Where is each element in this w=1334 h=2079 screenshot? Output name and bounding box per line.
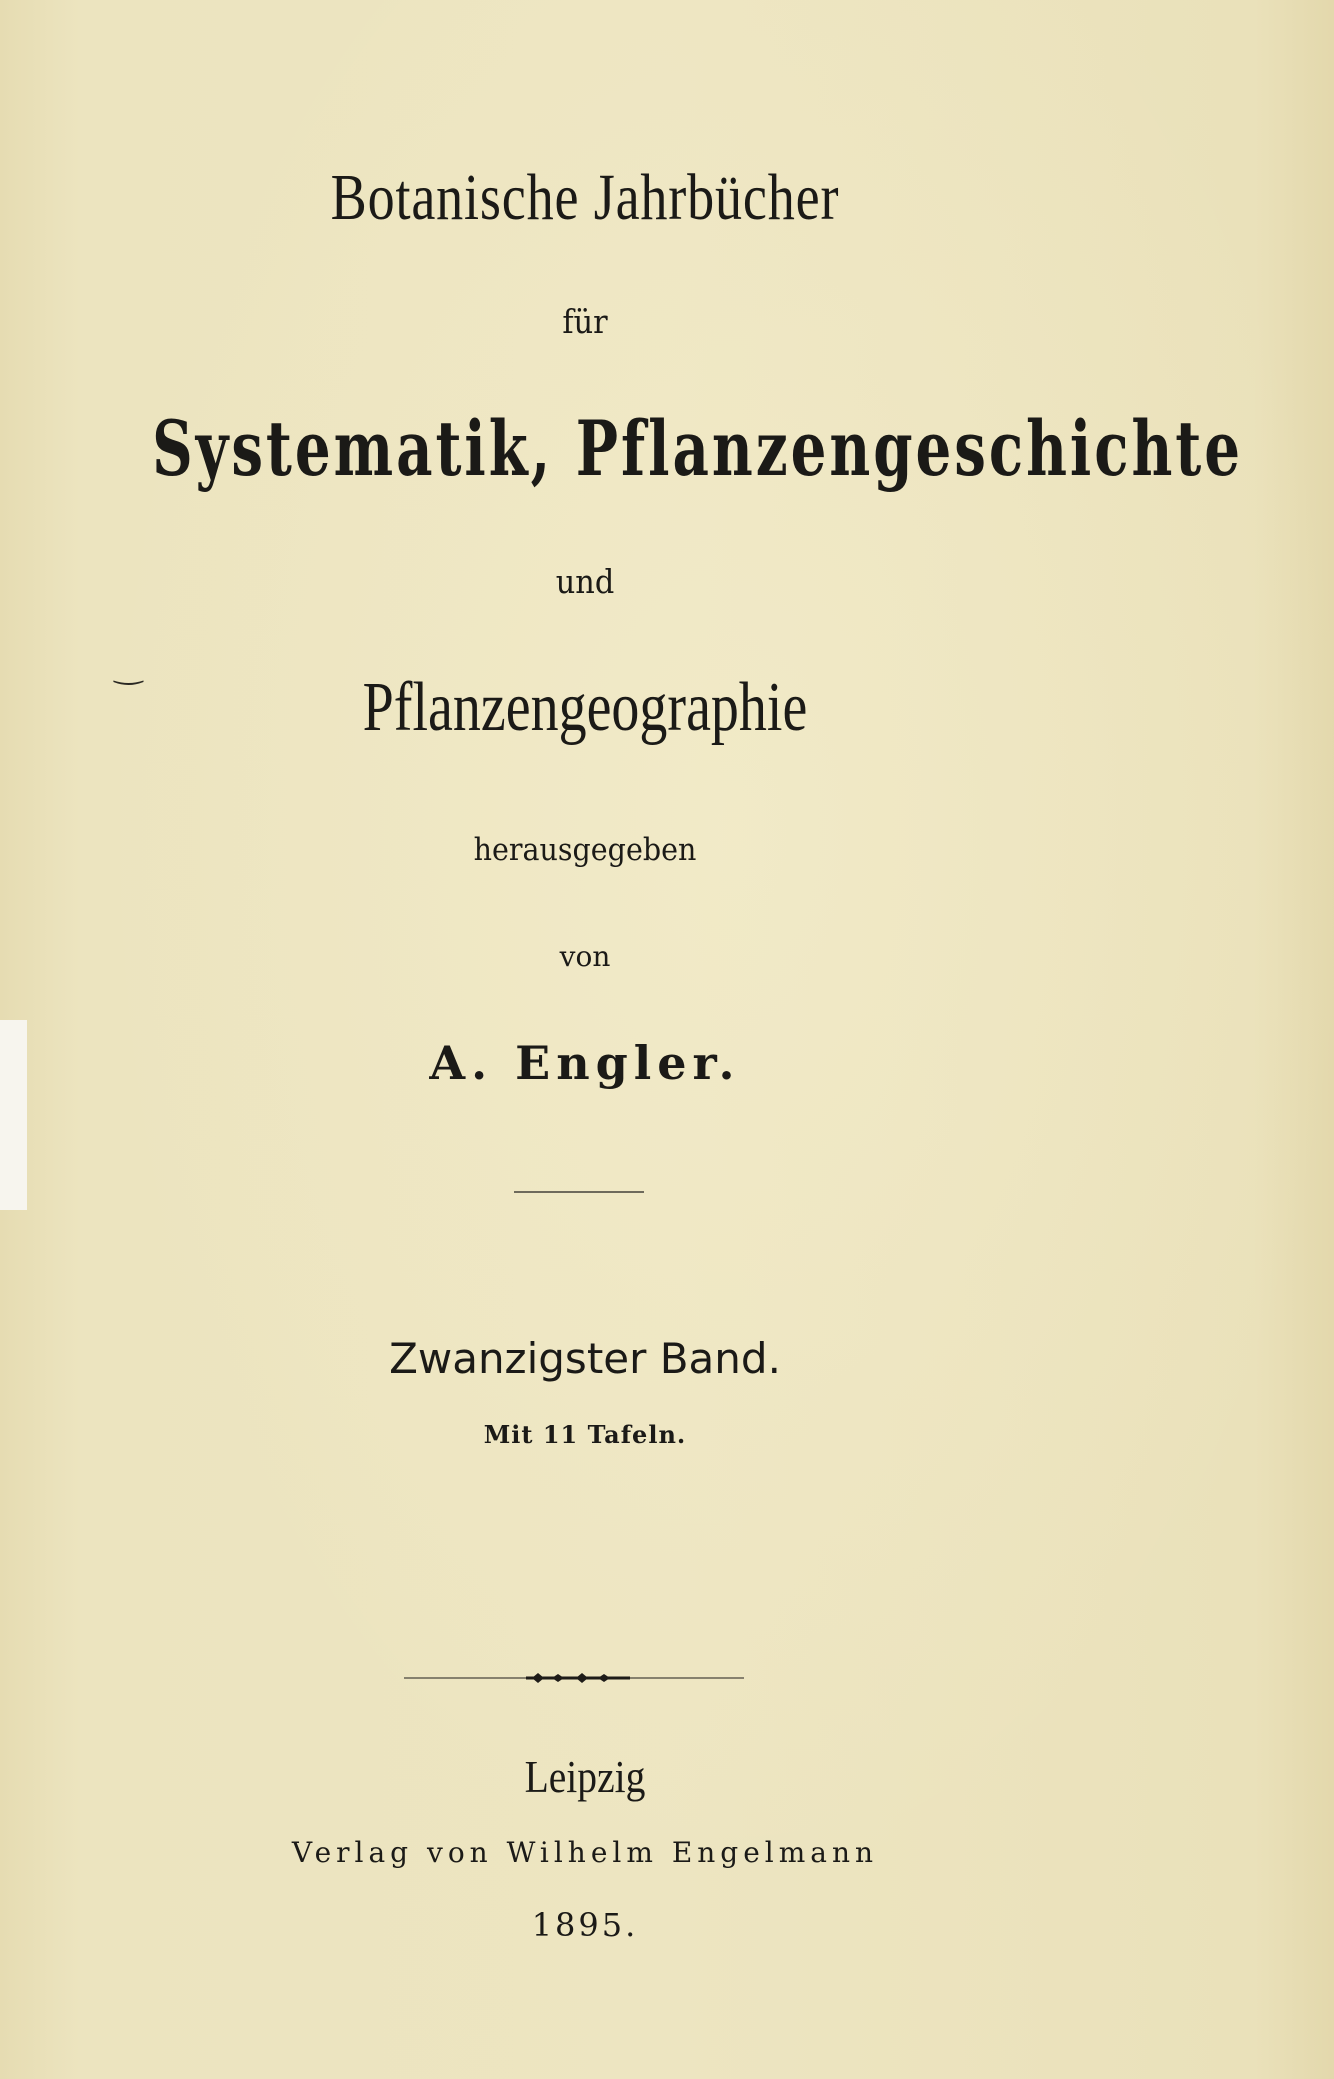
publisher-line: Verlag von Wilhelm Engelmann: [291, 1836, 879, 1869]
subject-line-2: Pflanzengeographie: [362, 669, 808, 746]
volume-label: Zwanzigster Band.: [389, 1334, 781, 1383]
editor-name: A. Engler.: [429, 1036, 741, 1090]
separator-rule: [514, 1191, 644, 1193]
title-connector-fuer: für: [562, 302, 608, 341]
book-title: Botanische Jahrbücher: [330, 161, 840, 234]
publication-place: Leipzig: [524, 1751, 646, 1802]
edited-by-label: herausgegeben: [473, 832, 697, 868]
stray-mark: ‿: [114, 656, 143, 686]
plates-label: Mit 11 Tafeln.: [483, 1420, 687, 1449]
subject-line: Systematik, Pflanzengeschichte: [152, 404, 1243, 493]
von-label: von: [559, 940, 611, 973]
ornament-rule: [404, 1666, 744, 1690]
title-connector-und: und: [555, 562, 615, 601]
publication-year: 1895.: [531, 1906, 639, 1944]
